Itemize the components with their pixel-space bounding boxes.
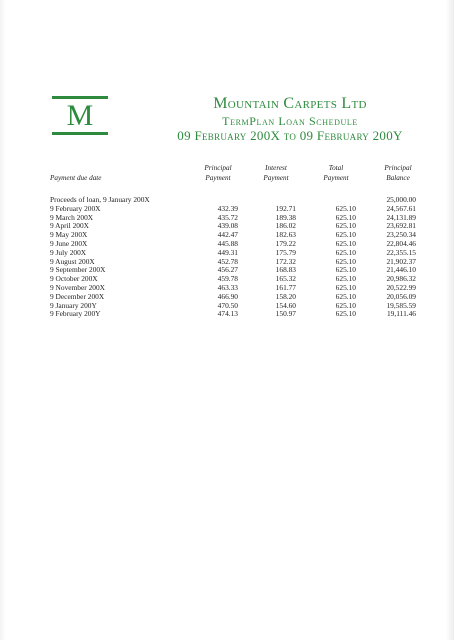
cell-payment-due-date: 9 May 200X: [50, 230, 88, 240]
cell-payment-due-date: 9 November 200X: [50, 282, 106, 292]
cell-principal-balance: 21,446.10: [386, 265, 416, 275]
column-header-payment-due-date: Payment due date: [50, 174, 102, 182]
cell-principal-balance: 20,522.99: [386, 282, 416, 292]
schedule-period: 09 February 200X to 09 February 200Y: [177, 128, 403, 143]
table-header: [50, 160, 420, 196]
cell-principal-balance: 20,056.09: [386, 291, 416, 301]
cell-interest-payment: 182.63: [275, 230, 296, 240]
cell-interest-payment: 186.02: [275, 221, 296, 231]
cell-principal-payment: 442.47: [217, 230, 238, 240]
column-header-principal-balance: [372, 163, 424, 183]
cell-payment-due-date: Proceeds of loan, 9 January 200X: [50, 195, 150, 204]
column-header-line: Payment: [323, 174, 349, 182]
cell-principal-balance: 24,131.89: [386, 212, 416, 222]
cell-total-payment: 625.10: [335, 221, 356, 231]
cell-principal-balance: 25,000.00: [386, 195, 416, 204]
cell-total-payment: 625.10: [335, 300, 356, 310]
company-logo: [52, 96, 108, 136]
cell-interest-payment: 192.71: [275, 203, 296, 213]
cell-principal-balance: 24,567.61: [386, 203, 416, 213]
cell-payment-due-date: 9 April 200X: [50, 221, 90, 231]
cell-payment-due-date: 9 September 200X: [50, 265, 106, 275]
cell-payment-due-date: 9 June 200X: [50, 238, 88, 248]
column-header-line: Balance: [386, 174, 410, 182]
table-row: [50, 310, 420, 319]
cell-principal-balance: 23,692.81: [386, 221, 416, 231]
logo-letter: M: [66, 99, 94, 132]
cell-principal-payment: 439.08: [217, 221, 238, 231]
cell-interest-payment: 161.77: [275, 282, 296, 292]
cell-principal-payment: 474.13: [217, 309, 238, 319]
cell-principal-payment: 445.88: [217, 238, 238, 248]
cell-interest-payment: 154.60: [275, 300, 296, 310]
cell-principal-payment: 463.33: [217, 282, 238, 292]
cell-total-payment: 625.10: [335, 309, 356, 319]
cell-total-payment: 625.10: [335, 247, 356, 257]
company-name: Mountain Carpets Ltd: [213, 95, 367, 112]
cell-total-payment: 625.10: [335, 203, 356, 213]
cell-principal-payment: 456.27: [217, 265, 238, 275]
column-header-principal-payment: [192, 163, 244, 183]
cell-payment-due-date: 9 February 200Y: [50, 309, 101, 319]
cell-principal-payment: 470.50: [217, 300, 238, 310]
cell-total-payment: 625.10: [335, 274, 356, 284]
column-header-line: Total: [328, 164, 344, 172]
schedule-title: TermPlan Loan Schedule: [222, 114, 358, 128]
cell-principal-balance: 19,111.46: [386, 309, 416, 319]
column-header-line: Payment: [263, 174, 289, 182]
column-header-line: Interest: [265, 164, 287, 172]
cell-principal-balance: 22,355.15: [386, 247, 416, 257]
cell-principal-payment: 452.78: [217, 256, 238, 266]
cell-principal-balance: 22,804.46: [386, 238, 416, 248]
column-header-line: Payment: [205, 174, 231, 182]
cell-principal-payment: 432.39: [217, 203, 238, 213]
cell-payment-due-date: 9 July 200X: [50, 247, 87, 257]
cell-principal-payment: 459.78: [217, 274, 238, 284]
cell-total-payment: 625.10: [335, 291, 356, 301]
cell-payment-due-date: 9 December 200X: [50, 291, 105, 301]
cell-interest-payment: 158.20: [275, 291, 296, 301]
cell-payment-due-date: 9 August 200X: [50, 256, 95, 266]
cell-principal-payment: 435.72: [217, 212, 238, 222]
cell-payment-due-date: 9 October 200X: [50, 274, 98, 284]
logo-bottom-rule: [52, 132, 108, 135]
loan-schedule-table: [50, 160, 420, 319]
column-header-line: Principal: [384, 164, 412, 172]
document-header: [150, 94, 430, 144]
cell-total-payment: 625.10: [335, 212, 356, 222]
cell-payment-due-date: 9 January 200Y: [50, 300, 97, 310]
cell-payment-due-date: 9 March 200X: [50, 212, 94, 222]
cell-total-payment: 625.10: [335, 265, 356, 275]
cell-total-payment: 625.10: [335, 282, 356, 292]
cell-principal-payment: 466.90: [217, 291, 238, 301]
cell-interest-payment: 168.83: [275, 265, 296, 275]
cell-interest-payment: 165.32: [275, 274, 296, 284]
cell-interest-payment: 175.79: [275, 247, 296, 257]
cell-principal-balance: 21,902.37: [386, 256, 416, 266]
table-body: [50, 196, 420, 319]
cell-principal-payment: 449.31: [217, 247, 238, 257]
column-header-total-payment: [312, 163, 360, 183]
column-header-line: Principal: [204, 164, 232, 172]
cell-interest-payment: 179.22: [275, 238, 296, 248]
cell-payment-due-date: 9 February 200X: [50, 203, 101, 213]
cell-interest-payment: 172.32: [275, 256, 296, 266]
cell-principal-balance: 19,585.59: [386, 300, 416, 310]
cell-interest-payment: 150.97: [275, 309, 296, 319]
column-header-interest-payment: [252, 163, 300, 183]
cell-total-payment: 625.10: [335, 230, 356, 240]
cell-principal-balance: 23,250.34: [386, 230, 416, 240]
cell-total-payment: 625.10: [335, 238, 356, 248]
cell-total-payment: 625.10: [335, 256, 356, 266]
cell-interest-payment: 189.38: [275, 212, 296, 222]
cell-principal-balance: 20,986.32: [386, 274, 416, 284]
